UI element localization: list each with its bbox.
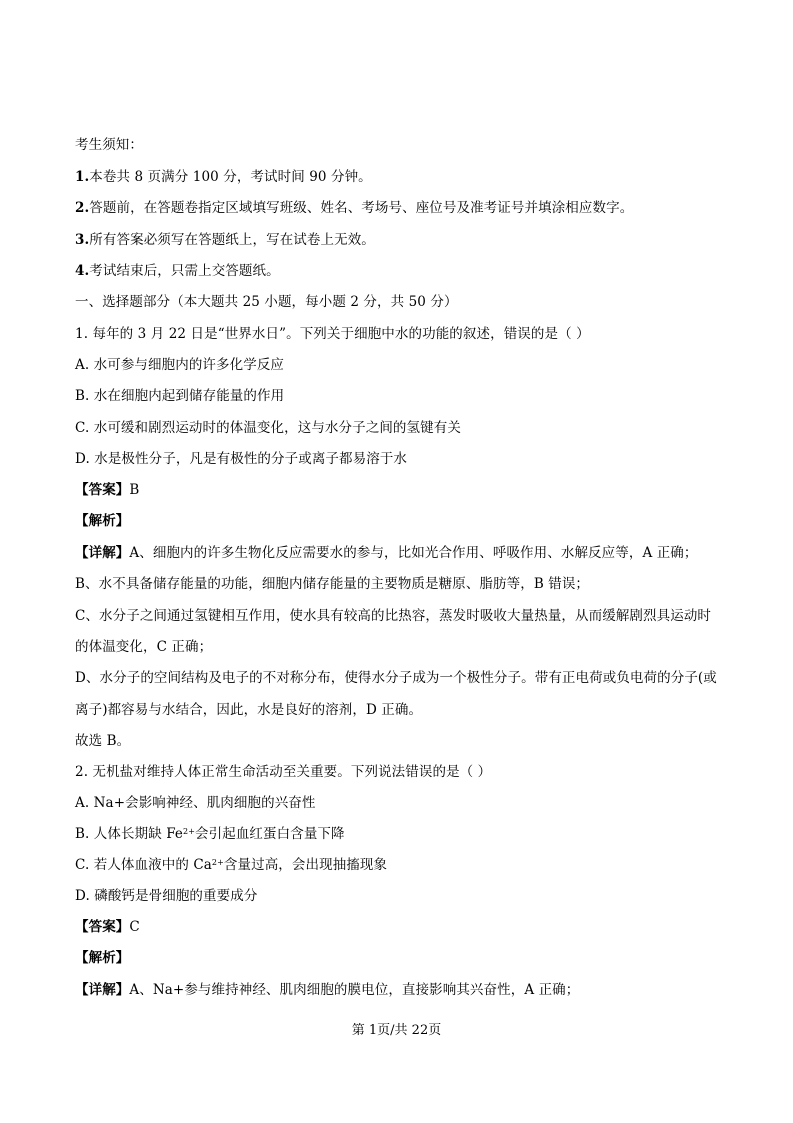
- option-text: C. 若人体血液中的 Ca: [75, 857, 212, 873]
- q1-detail-a: [75, 544, 698, 562]
- q1-answer: [75, 481, 139, 499]
- q1-detail-d-line1: D、水分子的空间结构及电子的不对称分布，使得水分子成为一个极性分子。带有正电荷或负电荷的分子(或: [75, 670, 717, 686]
- q1-option-c: C. 水可缓和剧烈运动时的体温变化，这与水分子之间的氢键有关: [75, 420, 461, 436]
- notice-item-number: 3.: [75, 232, 90, 248]
- notice-item-number: 2.: [75, 200, 90, 216]
- notice-item-text: 答题前，在答题卷指定区域填写班级、姓名、考场号、座位号及准考证号并填涂相应数字。: [89, 200, 634, 216]
- notice-item-3: [75, 231, 375, 249]
- section-title: 一、选择题部分（本大题共 25 小题，每小题 2 分，共 50 分）: [75, 294, 458, 310]
- q1-stem: 1. 每年的 3 月 22 日是“世界水日”。下列关于细胞中水的功能的叙述，错误的是（ ）: [75, 326, 590, 342]
- q1-option-a: A. 水可参与细胞内的许多化学反应: [75, 357, 285, 373]
- q2-stem: 2. 无机盐对维持人体正常生命活动至关重要。下列说法错误的是（ ）: [75, 764, 492, 780]
- notice-item-number: 4.: [75, 263, 90, 279]
- option-text: 含量过高，会出现抽搐现象: [223, 857, 388, 873]
- answer-value: C: [129, 919, 140, 935]
- q2-option-d: D. 磷酸钙是骨细胞的重要成分: [75, 888, 258, 904]
- q1-detail-b: B、水不具备储存能量的功能，细胞内储存能量的主要物质是糖原、脂肪等，B 错误；: [75, 576, 590, 592]
- q1-option-b: B. 水在细胞内起到储存能量的作用: [75, 388, 285, 404]
- charge-superscript: 2+: [211, 858, 224, 867]
- charge-superscript: 2+: [183, 827, 196, 836]
- q2-answer: [75, 918, 140, 936]
- q1-analysis-label: 【解析】: [75, 513, 130, 529]
- notice-title: 考生须知：: [75, 137, 143, 153]
- q2-detail-a: [75, 981, 579, 999]
- option-text: B. 人体长期缺 Fe: [75, 826, 184, 842]
- option-text: 会引起血红蛋白含量下降: [195, 826, 345, 842]
- q2-analysis-label: 【解析】: [75, 950, 130, 966]
- q1-detail-d-line2: 离子)都容易与水结合，因此，水是良好的溶剂，D 正确。: [75, 702, 423, 718]
- detail-label: 【详解】: [75, 982, 130, 998]
- notice-item-4: [75, 262, 280, 280]
- notice-item-2: [75, 199, 633, 217]
- q2-option-b: [75, 825, 345, 843]
- q1-detail-c-line1: C、水分子之间通过氢键相互作用，使水具有较高的比热容，蒸发时吸收大量热量，从而缓解剧烈具运动时: [75, 608, 712, 624]
- page-footer: 第 1页/共 22页: [351, 1023, 442, 1038]
- answer-label: 【答案】: [75, 919, 130, 935]
- notice-item-text: 所有答案必须写在答题纸上，写在试卷上无效。: [89, 232, 375, 248]
- q2-option-c: [75, 856, 387, 874]
- notice-item-text: 考试结束后，只需上交答题纸。: [89, 263, 280, 279]
- answer-label: 【答案】: [75, 482, 130, 498]
- notice-item-1: [75, 168, 372, 186]
- answer-value: B: [129, 482, 140, 498]
- q1-option-d: D. 水是极性分子，凡是有极性的分子或离子都易溶于水: [75, 451, 408, 467]
- detail-text: A、Na+参与维持神经、肌肉细胞的膜电位，直接影响其兴奋性，A 正确；: [129, 982, 580, 998]
- q2-option-a: A. Na+会影响神经、肌肉细胞的兴奋性: [75, 795, 316, 811]
- q1-conclusion: 故选 B。: [75, 733, 131, 749]
- detail-label: 【详解】: [75, 545, 130, 561]
- q1-detail-c-line2: 的体温变化，C 正确；: [75, 639, 213, 655]
- detail-text: A、细胞内的许多生物化反应需要水的参与，比如光合作用、呼吸作用、水解反应等，A 正确；: [129, 545, 698, 561]
- notice-item-text: 本卷共 8 页满分 100 分，考试时间 90 分钟。: [89, 169, 372, 185]
- notice-item-number: 1.: [75, 169, 90, 185]
